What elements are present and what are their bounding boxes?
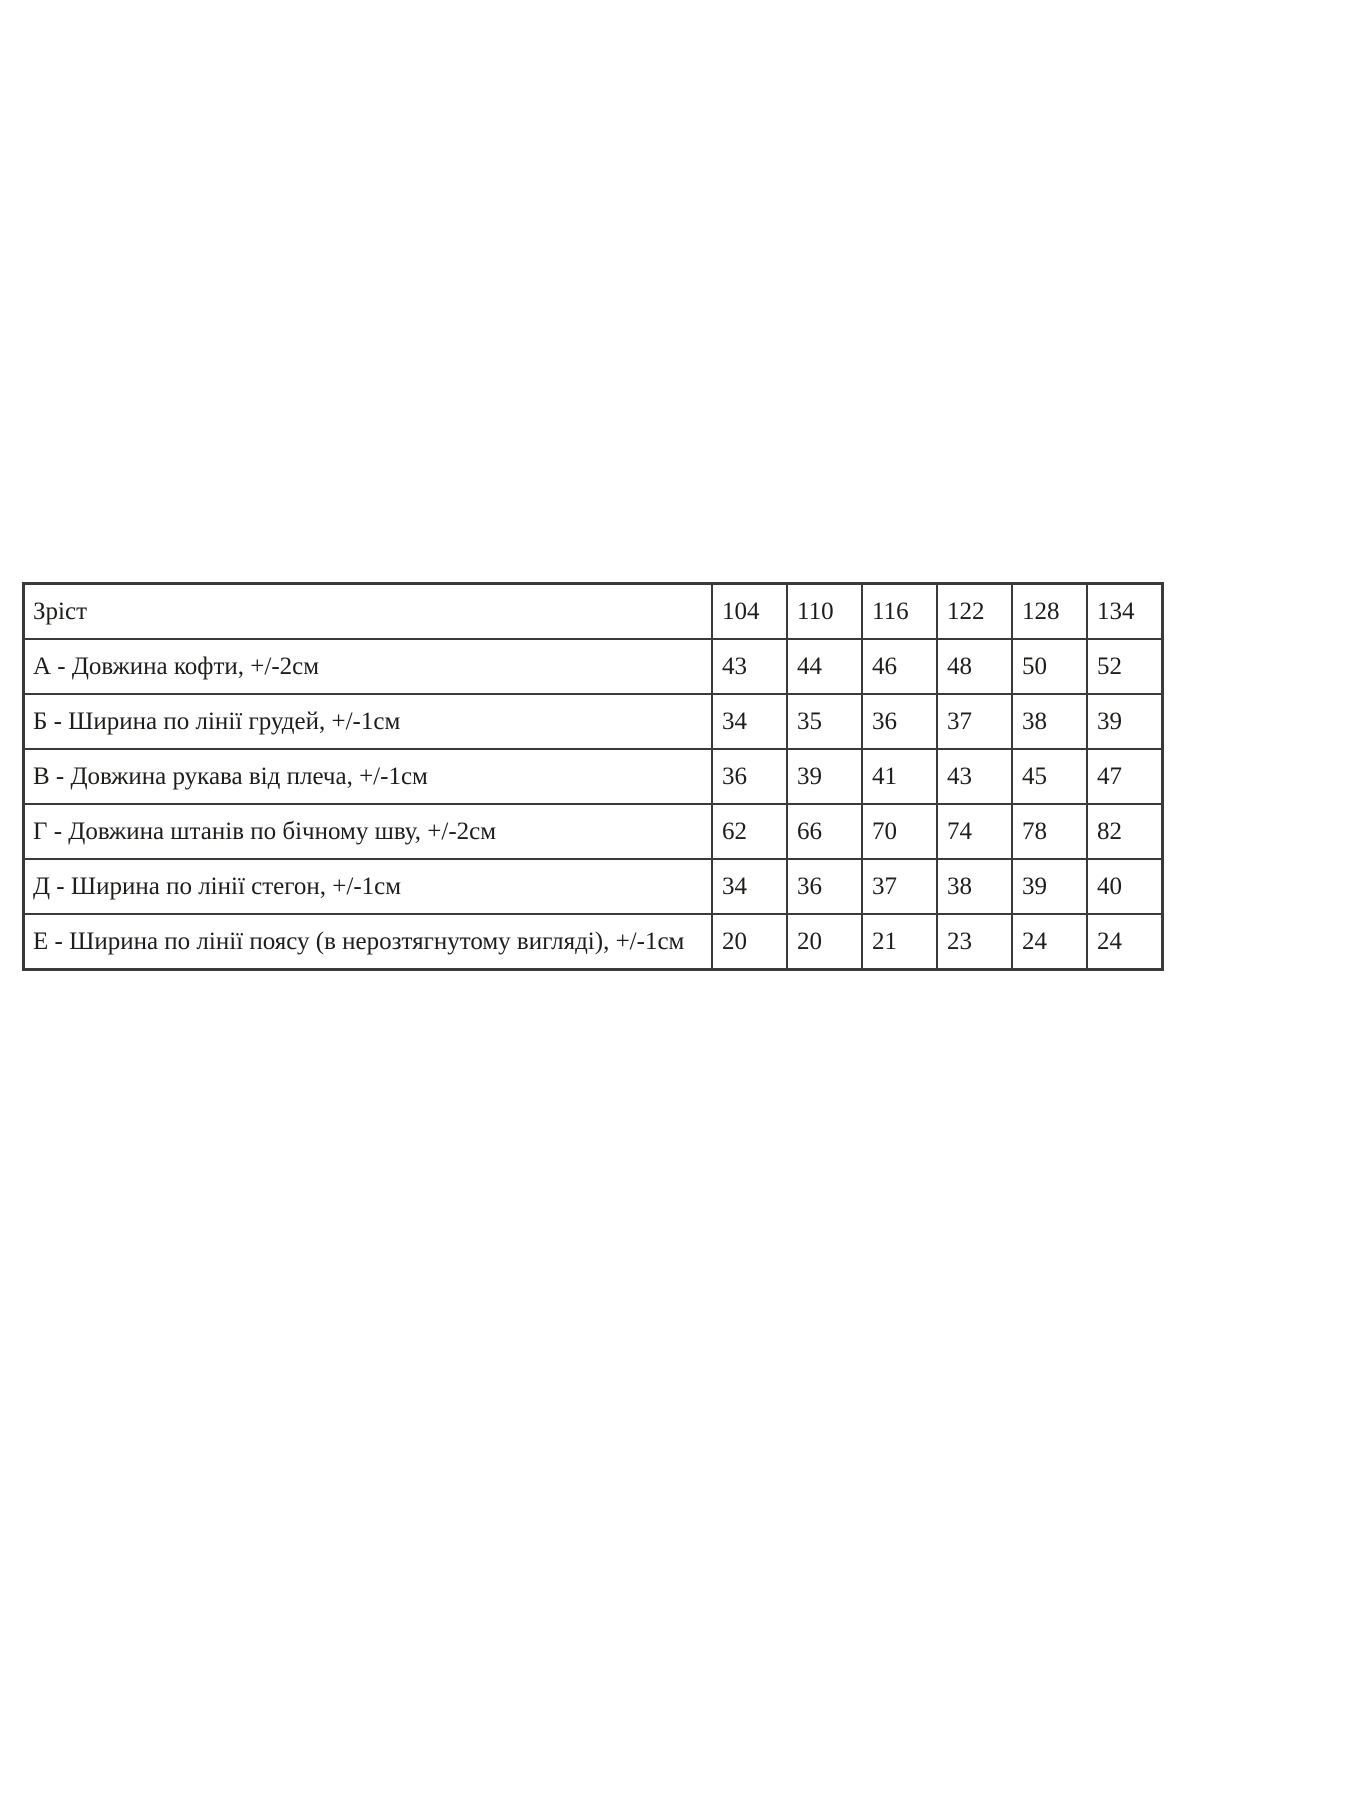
size-chart-table [22,582,1164,971]
cell-v-116: 41 [862,749,937,804]
table-header-row [24,584,1163,640]
cell-a-104: 43 [712,639,787,694]
row-label-g: Г - Довжина штанів по бічному шву, +/-2см [24,804,713,859]
cell-e-116: 21 [862,914,937,970]
cell-b-128: 38 [1012,694,1087,749]
cell-v-122: 43 [937,749,1012,804]
cell-a-128: 50 [1012,639,1087,694]
cell-g-104: 62 [712,804,787,859]
table-row [24,749,1163,804]
header-size-104: 104 [712,584,787,640]
cell-b-134: 39 [1087,694,1163,749]
header-size-134: 134 [1087,584,1163,640]
cell-v-128: 45 [1012,749,1087,804]
row-label-b: Б - Ширина по лінії грудей, +/-1см [24,694,713,749]
cell-g-116: 70 [862,804,937,859]
cell-b-110: 35 [787,694,862,749]
cell-g-110: 66 [787,804,862,859]
header-size-128: 128 [1012,584,1087,640]
row-label-e: Е - Ширина по лінії поясу (в нерозтягнутому вигляді), +/-1см [24,914,713,970]
cell-e-104: 20 [712,914,787,970]
cell-g-128: 78 [1012,804,1087,859]
row-label-a: А - Довжина кофти, +/-2см [24,639,713,694]
cell-b-104: 34 [712,694,787,749]
cell-a-116: 46 [862,639,937,694]
row-label-v: В - Довжина рукава від плеча, +/-1см [24,749,713,804]
cell-e-110: 20 [787,914,862,970]
header-label: Зріст [24,584,713,640]
cell-g-122: 74 [937,804,1012,859]
header-size-116: 116 [862,584,937,640]
cell-a-122: 48 [937,639,1012,694]
cell-a-134: 52 [1087,639,1163,694]
table-row [24,859,1163,914]
cell-e-134: 24 [1087,914,1163,970]
cell-b-122: 37 [937,694,1012,749]
cell-e-128: 24 [1012,914,1087,970]
table-row [24,804,1163,859]
table-row [24,639,1163,694]
cell-v-134: 47 [1087,749,1163,804]
header-size-122: 122 [937,584,1012,640]
cell-e-122: 23 [937,914,1012,970]
cell-g-134: 82 [1087,804,1163,859]
cell-v-104: 36 [712,749,787,804]
table-row [24,914,1163,970]
cell-a-110: 44 [787,639,862,694]
cell-d-110: 36 [787,859,862,914]
cell-d-116: 37 [862,859,937,914]
cell-v-110: 39 [787,749,862,804]
row-label-d: Д - Ширина по лінії стегон, +/-1см [24,859,713,914]
cell-d-122: 38 [937,859,1012,914]
header-size-110: 110 [787,584,862,640]
size-chart-container [22,582,1164,971]
table-row [24,694,1163,749]
cell-d-128: 39 [1012,859,1087,914]
cell-d-104: 34 [712,859,787,914]
cell-d-134: 40 [1087,859,1163,914]
cell-b-116: 36 [862,694,937,749]
